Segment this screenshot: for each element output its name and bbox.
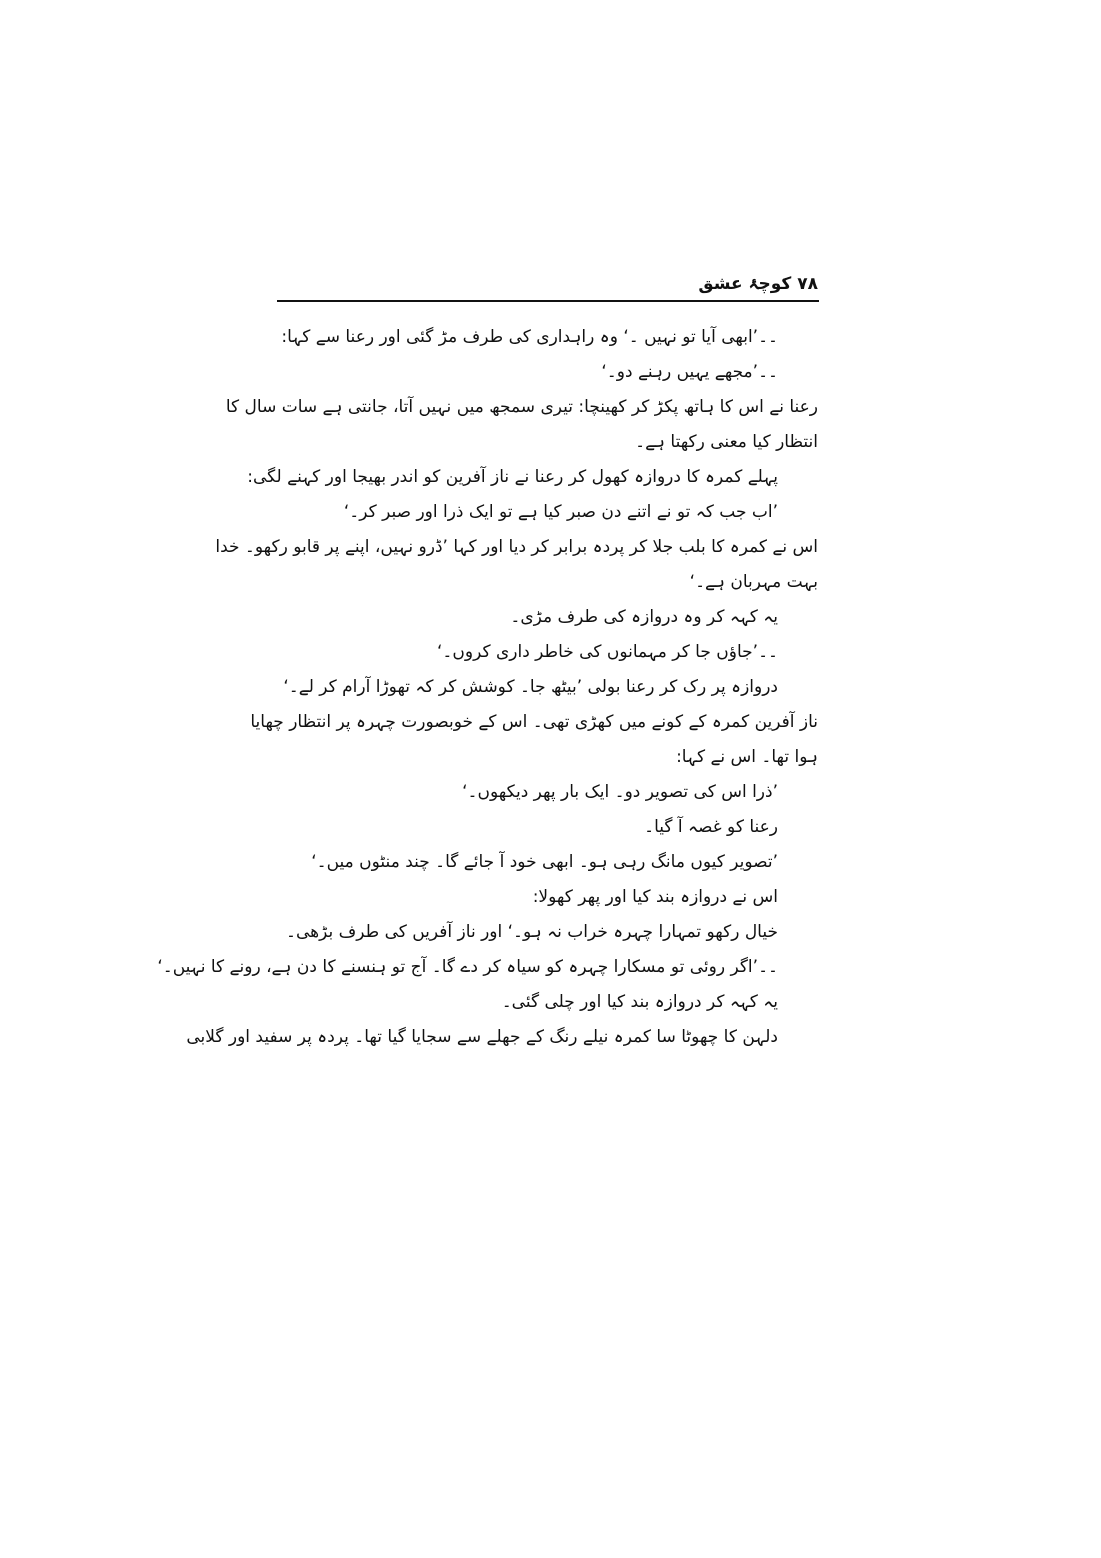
- text-line: رعنا کو غصہ آ گیا۔: [644, 817, 778, 837]
- text-line: ۔۔’ابھی آیا تو نہیں ۔‘ وہ راہداری کی طرف مڑ گئی اور رعنا سے کہا:: [281, 327, 778, 347]
- text-line: خیال رکھو تمہارا چہرہ خراب نہ ہو۔‘ اور ناز آفریں کی طرف بڑھی۔: [286, 922, 778, 942]
- text-line: ۔۔’اگر روئی تو مسکارا چہرہ کو سیاہ کر دے گا۔ آج تو ہنسنے کا دن ہے، رونے کا نہیں۔‘: [157, 957, 778, 977]
- text-line: ’ذرا اس کی تصویر دو۔ ایک بار پھر دیکھوں۔‘: [462, 782, 778, 802]
- text-line: انتظار کیا معنی رکھتا ہے۔: [635, 432, 818, 452]
- text-line: ’تصویر کیوں مانگ رہی ہو۔ ابھی خود آ جائے گا۔ چند منٹوں میں۔‘: [311, 852, 778, 872]
- text-line: اس نے دروازہ بند کیا اور پھر کھولا:: [532, 887, 778, 907]
- text-line: یہ کہہ کر دروازہ بند کیا اور چلی گئی۔: [501, 992, 778, 1012]
- text-line: ۔۔’مجھے یہیں رہنے دو۔‘: [601, 362, 778, 382]
- text-line: دروازہ پر رک کر رعنا بولی ’بیٹھ جا۔ کوشش کر کہ تھوڑا آرام کر لے۔‘: [283, 677, 778, 697]
- text-line: ناز آفرین کمرہ کے کونے میں کھڑی تھی۔ اس کے خوبصورت چہرہ پر انتظار چھایا: [250, 712, 818, 732]
- text-line: اس نے کمرہ کا بلب جلا کر پردہ برابر کر دیا اور کہا ’ڈرو نہیں، اپنے پر قابو رکھو۔ خدا: [215, 537, 818, 557]
- text-line: ۔۔’جاؤں جا کر مہمانوں کی خاطر داری کروں۔‘: [437, 642, 778, 662]
- page-header: [278, 272, 818, 298]
- text-line: دلہن کا چھوٹا سا کمرہ نیلے رنگ کے جھلے سے سجایا گیا تھا۔ پردہ پر سفید اور گلابی: [186, 1027, 778, 1047]
- body-text: [157, 320, 818, 1055]
- text-line: یہ کہہ کر وہ دروازہ کی طرف مڑی۔: [510, 607, 778, 627]
- text-line: رعنا نے اس کا ہاتھ پکڑ کر کھینچا: تیری سمجھ میں نہیں آتا، جانتی ہے سات سال کا: [225, 397, 818, 417]
- text-line: پہلے کمرہ کا دروازہ کھول کر رعنا نے ناز آفرین کو اندر بھیجا اور کہنے لگی:: [247, 467, 778, 487]
- text-line: ہوا تھا۔ اس نے کہا:: [676, 747, 818, 767]
- running-header: ۷۸ کوچۂ عشق: [698, 274, 818, 294]
- text-line: بہت مہربان ہے۔‘: [689, 572, 818, 592]
- header-rule: [277, 300, 819, 302]
- text-line: ’اب جب کہ تو نے اتنے دن صبر کیا ہے تو ایک ذرا اور صبر کر۔‘: [343, 502, 778, 522]
